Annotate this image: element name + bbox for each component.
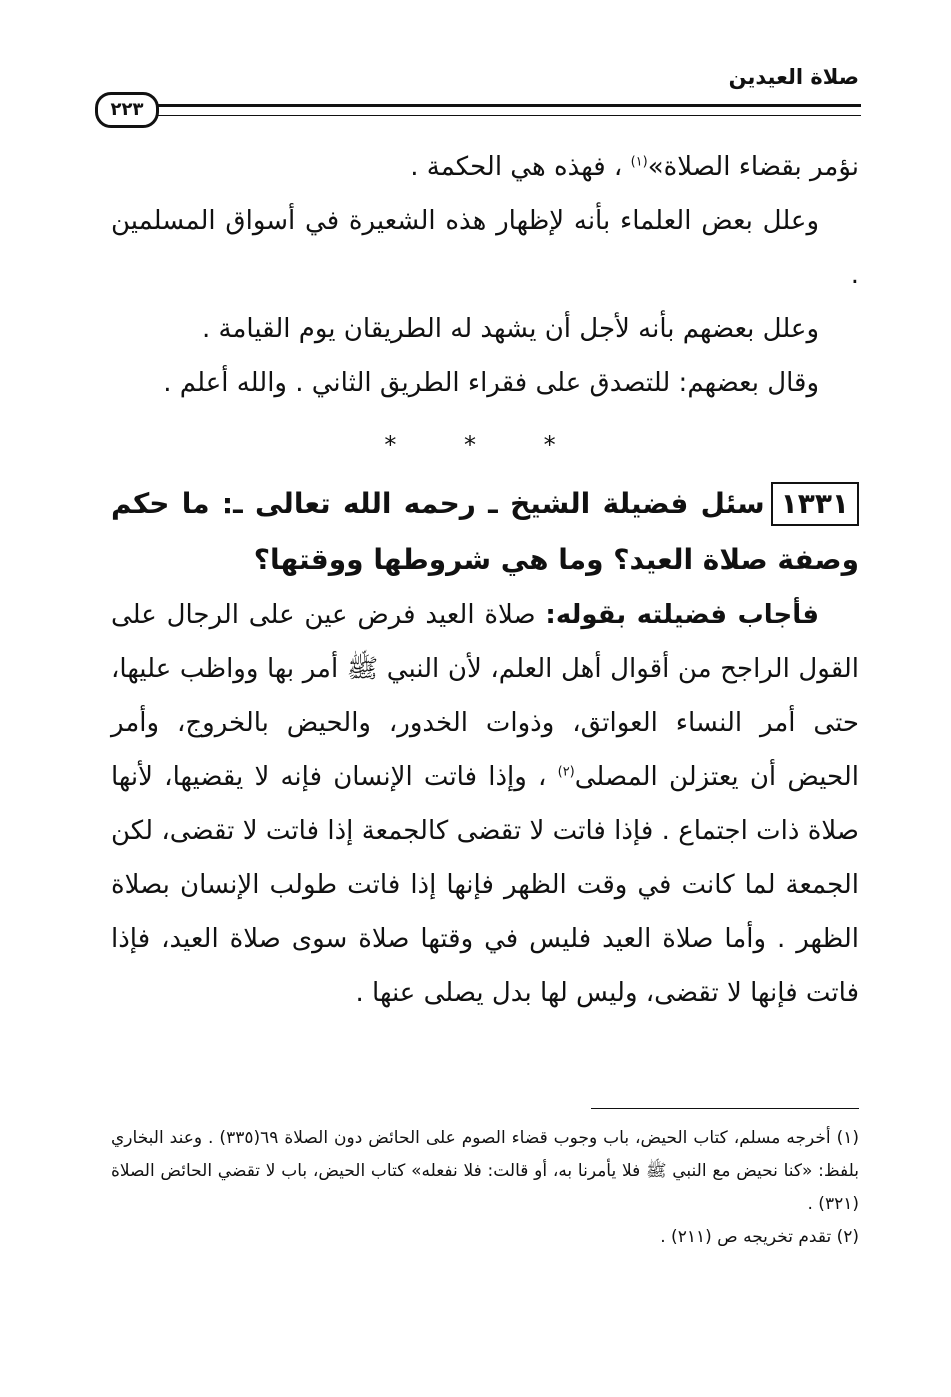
paragraph-4: وقال بعضهم: للتصدق على فقراء الطريق الثاني . والله أعلم .: [163, 368, 819, 398]
running-title: صلاة العيدين: [728, 65, 859, 89]
page-number: ٢٢٣: [95, 92, 159, 128]
answer-lead: فأجاب فضيلته بقوله:: [545, 600, 819, 630]
paragraph-3: وعلل بعضهم بأنه لأجل أن يشهد له الطريقان يوم القيامة .: [202, 314, 819, 344]
answer-text-1: صلاة العيد فرض عين على الرجال على القول الراجح من أقوال أهل العلم، لأن النبي ﷺ أمر بها وواظب عليها، حتى أمر النساء العواتق، وذوات الخدور، والحيض بالخروج، وأمر الحيض أن يعتزلن المصلى: [111, 600, 859, 792]
footnote-2: (٢) تقدم تخريجه ص (٢١١) .: [660, 1227, 859, 1247]
footnote-mark-1: (١): [630, 154, 648, 170]
section-separator: * * *: [384, 431, 586, 459]
question-heading: [111, 476, 859, 588]
body-text: [111, 140, 859, 1020]
paragraph-1-tail: ، فهذه هي الحكمة .: [410, 152, 631, 182]
footnote-rule: [591, 1108, 859, 1109]
paragraph-1-text: نؤمر بقضاء الصلاة»: [647, 152, 859, 182]
paragraph-1: [111, 140, 859, 194]
paragraph-2: وعلل بعض العلماء بأنه لإظهار هذه الشعيرة في أسواق المسلمين .: [111, 206, 859, 290]
answer-text-2: ، وإذا فاتت الإنسان فإنه لا يقضيها، لأنها صلاة ذات اجتماع . فإذا فاتت لا تقضى كالجمعة إذا فاتت لا تقضى، لكن الجمعة لما كانت في وقت الظهر فإنها إذا فاتت طولب الإنسان بصلاة الظهر . وأما صلاة العيد فليس في وقتها صلاة سوى صلاة العيد، فإذا فاتت فإنها لا تقضى، وليس لها بدل يصلى عنها .: [111, 762, 859, 1008]
question-number: ١٣٣١: [771, 482, 859, 526]
footnotes: [111, 1122, 859, 1254]
header-rule: [150, 104, 861, 116]
footnote-mark-2: (٢): [557, 764, 575, 780]
answer-paragraph: [111, 588, 859, 1020]
footnote-1: (١) أخرجه مسلم، كتاب الحيض، باب وجوب قضاء الصوم على الحائض دون الصلاة ٦٩(٣٣٥) . وعند البخاري بلفظ: «كنا نحيض مع النبي ﷺ فلا يأمرنا به، أو قالت: فلا نفعله» كتاب الحيض، باب لا تقضي الحائض الصلاة (٣٢١) .: [111, 1128, 859, 1214]
question-text: سئل فضيلة الشيخ ـ رحمه الله تعالى ـ: ما حكم وصفة صلاة العيد؟ وما هي شروطها ووقتها؟: [111, 487, 859, 576]
